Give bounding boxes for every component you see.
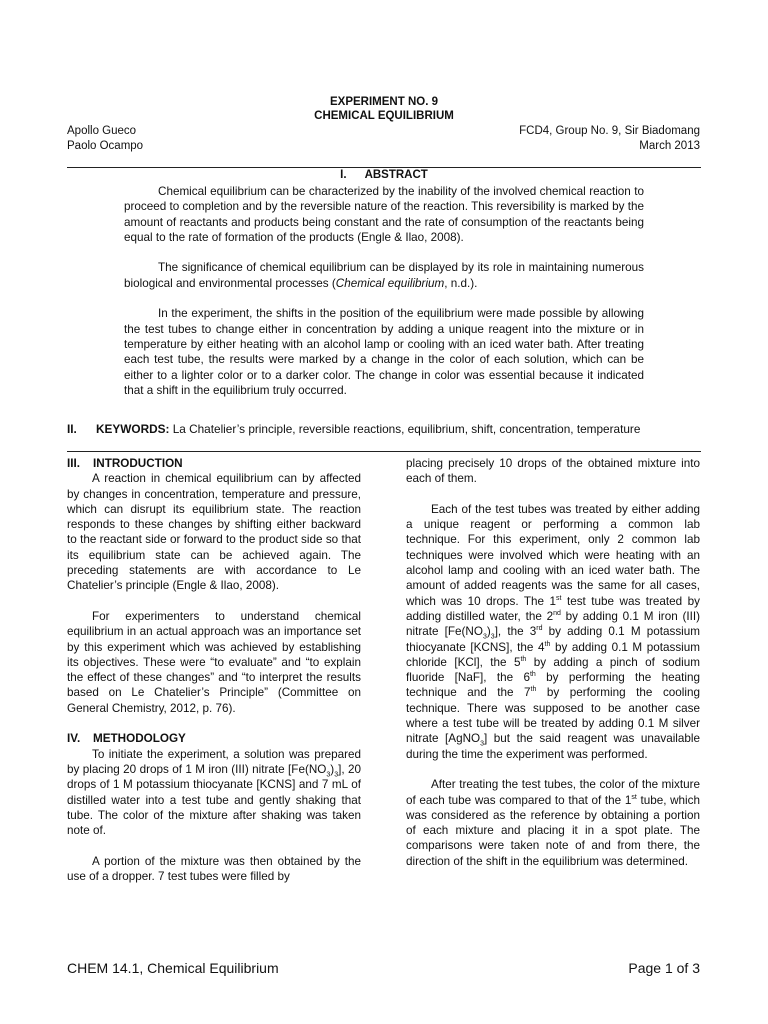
author-name: Apollo Gueco [67,125,137,137]
header-rule [67,167,701,168]
abstract-paragraph: The significance of chemical equilibrium can be displayed by its role in maintaining numerous biological and environmental processes (Chemical equilibrium, n.d.). [124,261,644,290]
footer-course: CHEM 14.1, Chemical Equilibrium [67,960,279,976]
document-title: CHEMICAL EQUILIBRIUM [314,110,454,122]
introduction-paragraph: A reaction in chemical equilibrium can by affected by changes in concentration, temperature and pressure, which can disrupt its equilibrium state. The reaction responds to these changes by shifting either backward to the reactant side or forward to the product side so that its equilibrium state can be achieved again. The preceding statements are with accordance to Le Chatelier’s principle (Engle & Ilao, 2008). [67,472,361,593]
keywords-text: La Chatelier’s principle, reversible reactions, equilibrium, shift, concentration, temperature [172,422,641,436]
methodology-paragraph: Each of the test tubes was treated by either adding a unique reagent or performing a common lab technique. For this experiment, only 2 common lab techniques were involved which were heating with an alcohol lamp and cooling with an iced water bath. The amount of added reagents was the same for all cases, which was 10 drops. The 1st test tube was treated by adding distilled water, the 2nd by adding 0.1 M iron (III) nitrate $[Fe(NO_3)_3]$, the 3rd by adding 0.1 M potassium thiocyanate [KCNS], the 4th by adding 0.1 M potassium chloride [KCl], the 5th by adding a pinch of sodium fluoride [NaF], the 6th by performing the heating technique and the 7th by performing the cooling technique. There was supposed to be another case where a test tube will be treated by adding 0.1 M silver nitrate [AgNO$_3$] but the said reagent was unavailable during the time the experiment was performed. [406,502,700,761]
methodology-paragraph: After treating the test tubes, the color of the mixture of each tube was compared to that of the 1st tube, which was considered as the reference by obtaining a portion of each mixture and placing it in a spot plate. The comparisons were taken note of and from there, the direction of the shift in the equilibrium was determined. [406,778,700,868]
keywords-line [67,422,640,436]
section-rule [67,451,701,452]
author-name: Paolo Ocampo [67,140,144,152]
section-number: II. [67,422,77,436]
introduction-paragraph: For experimenters to understand chemical equilibrium in an actual approach was an importance set by this experiment which was achieved by establishing its objectives. These were “to evaluate” and “to explain the effect of these changes” and “to interpret the results based on Le Chatelier’s Principle” (Committee on General Chemistry, 2012, p. 76). [67,609,361,715]
left-column [67,456,361,884]
course-info [519,124,700,154]
methodology-paragraph: placing precisely 10 drops of the obtained mixture into each of them. [406,457,700,486]
section-title: ABSTRACT [364,169,428,181]
abstract-paragraph: Chemical equilibrium can be characterized by the inability of the involved chemical reaction to proceed to completion and by the reversible nature of the reaction. This reversibility is marked by the amount of reactants and products being constant and the rate of consumption of the reactants being equal to the rate of formation of the products (Engle & Ilao, 2008). [124,185,644,244]
right-column [406,456,700,869]
abstract-heading [0,169,768,181]
group-info: FCD4, Group No. 9, Sir Biadomang [519,125,700,137]
abstract-paragraph: In the experiment, the shifts in the position of the equilibrium were made possible by allowing the test tubes to change either in concentration by adding a unique reagent into the mixture or in temperature by either heating with an alcohol lamp or cooling with an iced water bath. After treating each test tube, the results were marked by a change in the color of each solution, which can be either to a lighter color or to a darker color. The change in color was essential because it indicated that a shift in the equilibrium truly occurred. [124,307,644,397]
experiment-number: EXPERIMENT NO. 9 [330,96,438,108]
keywords-label: KEYWORDS: [96,422,170,436]
page-number: Page 1 of 3 [628,960,700,976]
methodology-paragraph: A portion of the mixture was then obtained by the use of a dropper. 7 test tubes were filled by [67,854,361,884]
abstract-body [124,184,644,398]
date: March 2013 [639,140,700,152]
methodology-heading: IV. METHODOLOGY [67,732,186,746]
authors [67,124,143,154]
methodology-paragraph: To initiate the experiment, a solution was prepared by placing 20 drops of 1 M iron (III) nitrate $[Fe(NO_3)_3]$, 20 drops of 1 M potassium thiocyanate [KCNS] and 7 mL of distilled water into a test tube and gently shaking that tube. The color of the mixture after shaking was taken note of. [67,747,361,838]
introduction-heading: III. INTRODUCTION [67,457,183,470]
section-number: I. [340,169,347,181]
